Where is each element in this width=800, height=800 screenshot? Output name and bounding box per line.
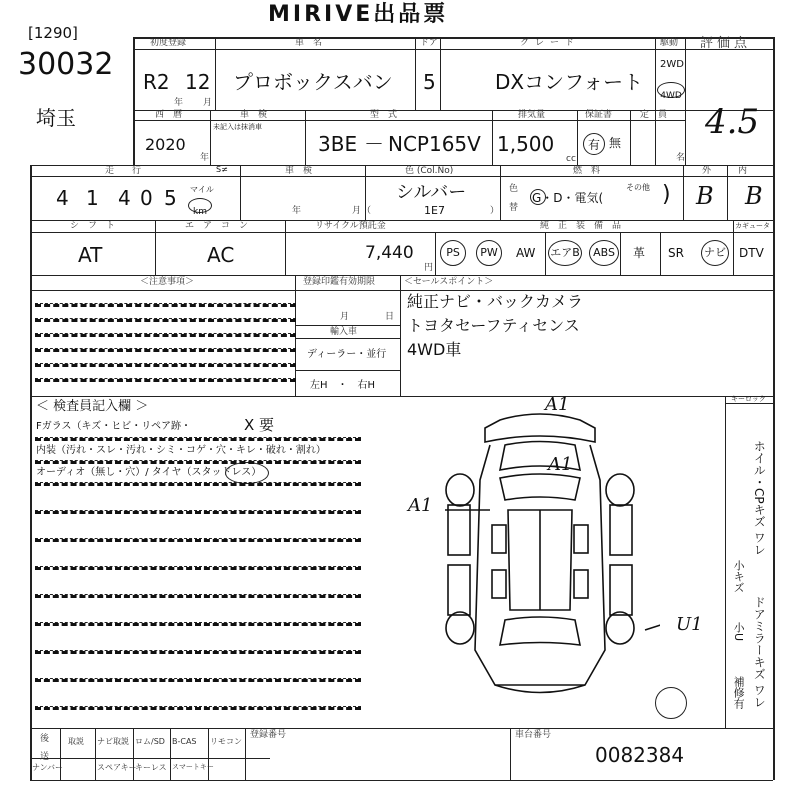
chassis-no-value: 0082384 [595, 743, 685, 767]
color-paren-close: ） [490, 206, 500, 216]
reg-year-kanji: 年 [174, 98, 184, 108]
audio-studless-circle [225, 462, 269, 484]
equip-navi-circled: ナビ [701, 240, 729, 266]
footer-label-bcas: B-CAS [172, 737, 197, 746]
interior-label: 内 [738, 166, 748, 176]
defect-mark-hood: A1 [548, 454, 573, 475]
unit-mile: マイル [190, 185, 214, 194]
first-reg-label: 初度登録 [150, 38, 187, 48]
color-label: 色 (Col.No) [405, 166, 454, 176]
reg-month-kanji: 月 [203, 98, 213, 108]
sales-point: トヨタセーフティセンス [407, 316, 580, 335]
equip-abs-circled: ABS [589, 240, 619, 266]
reg-era: R2 [143, 70, 170, 94]
equip-pw-circled: PW [476, 240, 502, 266]
equip-leather: 革 [633, 246, 646, 260]
defect-mark-front: A1 [545, 394, 570, 415]
displacement-label: 排気量 [518, 110, 546, 120]
interior-grade: B [745, 182, 763, 210]
footer-label-navi-manual: ナビ取説 [97, 737, 129, 746]
car-wheel-fl [446, 474, 474, 506]
import-label: 輸入車 [330, 327, 358, 337]
car-wheel-fr [606, 474, 634, 506]
doors-label: ドア [420, 38, 438, 48]
car-left-rear-door [448, 565, 470, 615]
aircon-label: エ ア コ ン [185, 221, 249, 231]
mileage-digit: 4 [118, 186, 131, 210]
car-right-front-door [610, 505, 632, 555]
defect-leader [645, 622, 660, 630]
footer-label-send: 後 送 [38, 733, 48, 760]
drive-label: 駆動 [660, 38, 679, 48]
mileage-digit: 4 [56, 186, 69, 210]
exterior-label: 外 [702, 166, 712, 176]
car-right-rear-door [610, 565, 632, 615]
car-front-bumper [485, 414, 595, 442]
registration-no-label: 登録番号 [250, 730, 287, 740]
sales-point: 4WD車 [407, 340, 462, 359]
mileage-mark: S≠ [216, 165, 228, 174]
equip-airbag-circled: エアB [548, 240, 582, 266]
keyless-label: カギュータ [735, 222, 770, 230]
drive-2wd: 2WD [660, 59, 684, 70]
prefecture: 埼玉 [36, 106, 76, 130]
footer-label-remote: リモコン [210, 737, 242, 746]
warranty-no: 無 [609, 136, 622, 150]
grade-label: グレード [520, 38, 581, 48]
aircon-value: AC [207, 243, 235, 267]
car-left-front-quarter [492, 525, 506, 553]
mileage-digit: 1 [86, 186, 99, 210]
car-name-label: 車 名 [295, 38, 323, 48]
recycle-label: リサイクル預託金 [315, 221, 386, 231]
side-notes [752, 440, 765, 555]
shift-label: シ フ ト [70, 221, 116, 231]
shift-value: AT [78, 243, 103, 267]
car-left-rear-quarter [492, 570, 506, 598]
footer-label-smart-key: スマートキー [172, 763, 214, 771]
shaken-month-kanji: 月 [352, 206, 362, 216]
shaken-label: 車 検 [240, 110, 268, 120]
sales-points-label: ＜セールスポイント＞ [404, 277, 494, 287]
fuel-other-label: その他 [626, 183, 650, 192]
fuel-g-circle [530, 189, 546, 205]
rating-label: 評価点 [700, 36, 752, 51]
shaken-label-2: 車 検 [285, 166, 313, 176]
color-number: 1E7 [424, 204, 445, 217]
seireki-year-kanji: 年 [200, 153, 210, 163]
reg-month: 12 [185, 70, 211, 94]
defect-mark-left: A1 [408, 495, 433, 516]
car-right-rear-quarter [574, 570, 588, 598]
color-paren-open: （ [362, 206, 372, 216]
footer-label-keyless: キーレス [135, 763, 167, 772]
car-rear-glass [500, 617, 580, 645]
car-name: プロボックスバン [233, 70, 393, 94]
mileage-label: 走 行 [105, 166, 142, 176]
color-change-1: 色 [509, 184, 519, 194]
validity-day: 日 [385, 312, 395, 322]
displacement-value: 1,500 [497, 132, 555, 156]
lot-number: 30032 [18, 47, 114, 82]
model-prefix: 3BE [318, 132, 358, 156]
car-condition-diagram [420, 400, 660, 710]
unit-km-circled: km [188, 198, 212, 213]
side-notes-4 [732, 622, 744, 641]
handle-side: 左H ・ 右H [310, 380, 376, 391]
equip-dtv: DTV [739, 246, 764, 260]
page-title: MIRIVE出品票 [268, 2, 449, 27]
inspector-line-audio: オーディオ（無し・穴）/ タイヤ（スタッドレス） [36, 467, 262, 478]
color-value: シルバー [396, 182, 467, 203]
inspector-title: ＜ 検査員記入欄 ＞ [36, 399, 149, 414]
car-left-front-door [448, 505, 470, 555]
car-rear-bumper [495, 685, 585, 693]
inspector-line-interior: 内装（汚れ・スレ・汚れ・シミ・コゲ・穴・キレ・破れ・割れ） [36, 445, 326, 456]
mileage-digit: 0 [140, 186, 153, 210]
validity-label: 登録印鑑有効期限 [303, 277, 376, 287]
drive-4wd-circled: 4WD [657, 82, 685, 98]
fuel-options: G・D・電気( [532, 191, 604, 205]
capacity-unit: 名 [676, 153, 686, 163]
spare-wheel-circle [655, 687, 687, 719]
warranty-label: 保証書 [585, 110, 613, 120]
side-note-repaired: 補修有 [732, 676, 746, 709]
footer-label-spare-key: スペアキー [97, 763, 137, 772]
car-right-front-quarter [574, 525, 588, 553]
footer-label-plate: ナンバー [32, 763, 64, 772]
dealer-parallel: ディーラー・並行 [307, 349, 387, 360]
caution-label: ＜注意事項＞ [140, 277, 195, 287]
yen-unit: 円 [424, 263, 434, 273]
seireki-value: 2020 [145, 135, 186, 154]
car-wheel-rl [446, 612, 474, 644]
side-notes-3 [732, 560, 744, 593]
lot-bracket: [1290] [28, 24, 78, 42]
cc-unit: cc [566, 154, 576, 164]
exterior-grade: B [696, 182, 714, 210]
side-notes-2 [752, 596, 765, 708]
capacity-label: 定 員 [640, 110, 668, 120]
footer-label-manual: 取説 [68, 737, 84, 746]
side-note-wheel: ホイル・CPキズ ワレ [752, 440, 767, 556]
recycle-value: 7,440 [365, 243, 414, 263]
equip-ps-circled: PS [440, 240, 466, 266]
model-label: 型 式 [370, 110, 398, 120]
equip-sr: SR [668, 246, 684, 260]
keylock-label: キーロック [731, 395, 766, 403]
shaken-year-kanji: 年 [292, 206, 302, 216]
mileage-digit: 5 [164, 186, 177, 210]
equip-aw: AW [516, 246, 536, 260]
color-change-2: 替 [509, 203, 519, 213]
grade-value: DXコンフォート [495, 70, 644, 94]
chassis-no-label: 車台番号 [515, 730, 552, 740]
side-notes-5 [732, 676, 744, 709]
sales-point: 純正ナビ・バックカメラ [407, 292, 584, 311]
model-dash: － [364, 132, 384, 156]
equipment-label: 純 正 装 備 品 [540, 221, 622, 231]
inspector-line-glass: Fガラス（キズ・ヒビ・リペア跡・ [36, 421, 192, 432]
fuel-close-paren: ) [662, 182, 671, 207]
model-code: NCP165V [388, 132, 481, 156]
side-note-small-scratch: 小キズ [732, 560, 746, 593]
car-wheel-rr [606, 612, 634, 644]
rating-value: 4.5 [705, 102, 760, 142]
footer-label-rom-sd: ロム/SD [135, 737, 165, 746]
side-note-small-u: 小U [732, 622, 746, 642]
glass-x-required: X 要 [244, 416, 275, 434]
car-windshield [500, 474, 580, 500]
shaken-note: 未記入は抹消車 [213, 123, 262, 131]
side-note-mirror: ドアミラーキズ ワレ [752, 596, 767, 708]
seireki-label: 西 暦 [155, 110, 183, 120]
fuel-label: 燃 料 [573, 166, 601, 176]
validity-month: 月 [340, 312, 350, 322]
defect-mark-rear-right: U1 [676, 614, 703, 635]
doors-value: 5 [423, 70, 436, 94]
warranty-yes-circled: 有 [583, 133, 605, 155]
